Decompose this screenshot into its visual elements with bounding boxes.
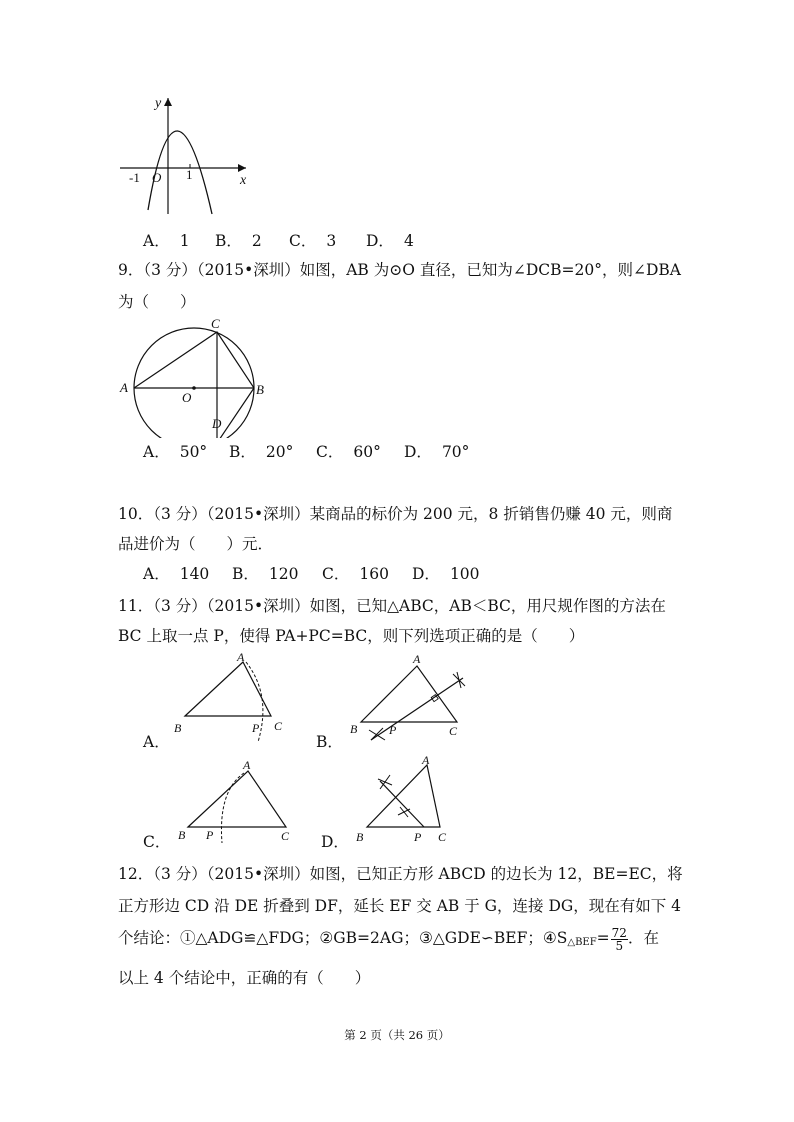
x-axis-arrow [238, 164, 246, 172]
q9-option-a[interactable]: A． 50° [143, 443, 208, 461]
origin-label: O [152, 170, 162, 185]
q9-option-d[interactable]: D． 70° [404, 443, 470, 461]
q9-stem-line1: 9．（3 分）（2015•深圳）如图，AB 为⊙O 直径，已知为∠DCB=20°，则∠DBA [118, 261, 681, 279]
arc-mark-top [453, 672, 465, 688]
q12-stem-line4: 以上 4 个结论中，正确的有（ ） [118, 969, 371, 987]
q9-circle-figure [116, 316, 276, 438]
q8-option-b[interactable]: B． 2 [215, 232, 262, 250]
label-a: A [243, 758, 251, 772]
tick-neg1-label: -1 [129, 170, 140, 185]
q10-option-a[interactable]: A． 140 [143, 565, 210, 583]
q8-option-d[interactable]: D． 4 [366, 232, 414, 250]
q10-option-c[interactable]: C． 160 [322, 565, 389, 583]
segments-acb [134, 332, 254, 388]
perpendicular-bisector [380, 781, 424, 827]
q12-stem-line2: 正方形边 CD 沿 DE 折叠到 DF，延长 EF 交 AB 于 G，连接 DG，现在有如下 4 [118, 897, 682, 915]
y-axis-label: y [155, 96, 162, 111]
label-c: C [211, 316, 220, 331]
q11-figure-d [350, 755, 470, 851]
center-dot [192, 386, 196, 390]
q11-figure-a [170, 650, 300, 746]
label-a: A [237, 650, 245, 664]
q10-stem-line1: 10．（3 分）（2015•深圳）某商品的标价为 200 元，8 折销售仍赚 40 元，则商 [118, 505, 673, 523]
q9-stem-line2: 为（ ） [118, 293, 196, 311]
q8-option-c[interactable]: C． 3 [289, 232, 337, 250]
q10-option-b[interactable]: B． 120 [232, 565, 299, 583]
arc-mark-bottom [369, 728, 385, 740]
q8-parabola-graph [112, 92, 252, 220]
triangle-abc [185, 662, 271, 716]
label-c: C [274, 719, 283, 733]
q8-option-a[interactable]: A． 1 [143, 232, 190, 250]
q9-option-b[interactable]: B． 20° [229, 443, 294, 461]
label-b: B [356, 830, 364, 844]
q10-stem-line2: 品进价为（ ）元． [118, 535, 274, 553]
q11-option-c[interactable]: C． [143, 833, 171, 851]
tick-1-label: 1 [186, 167, 193, 182]
q12-stem-line1: 12．（3 分）（2015•深圳）如图，已知正方形 ABCD 的边长为 12，BE=EC，将 [118, 865, 683, 883]
label-a: A [413, 652, 421, 666]
q9-option-c[interactable]: C． 60° [316, 443, 381, 461]
label-c: C [438, 830, 447, 844]
segments-cdb [217, 332, 254, 438]
circle-o [134, 328, 254, 438]
q11-stem-line2: BC 上取一点 P，使得 PA+PC=BC，则下列选项正确的是（ ） [118, 627, 585, 645]
page-footer: 第 2 页（共 26 页） [344, 1028, 450, 1042]
label-c: C [281, 829, 290, 843]
label-d: D [212, 416, 222, 431]
q12-stem-line3: 个结论：①△ADG≌△FDG；②GB=2AG；③△GDE∽BEF；$④S_{\triangle BEF}=$ $\frac{72}{5}$ ．在 [118, 925, 659, 953]
q11-figure-c [170, 755, 300, 851]
q10-option-d[interactable]: D． 100 [412, 565, 480, 583]
q11-figure-b [345, 650, 485, 746]
label-p: P [389, 723, 397, 737]
triangle-abc [361, 666, 457, 722]
label-p: P [414, 830, 422, 844]
construction-arc [221, 773, 244, 843]
q11-option-b[interactable]: B． [316, 733, 343, 751]
label-b: B [178, 828, 186, 842]
label-a: A [422, 755, 430, 767]
label-b: B [350, 722, 358, 736]
triangle-abc [367, 765, 440, 827]
arc-mark-bottom [398, 807, 410, 817]
q11-option-a[interactable]: A． [143, 733, 170, 751]
label-b: B [174, 721, 182, 735]
label-p: P [206, 828, 214, 842]
x-axis-label: x [240, 173, 247, 188]
label-a: A [120, 380, 128, 395]
label-b: B [256, 382, 264, 397]
q11-stem-line1: 11．（3 分）（2015•深圳）如图，已知△ABC，AB＜BC，用尺规作图的方法在 [118, 597, 666, 615]
label-o: O [182, 390, 192, 405]
fraction-72-over-5: $\frac{72}{5}$ [611, 925, 627, 953]
label-p: P [252, 721, 260, 735]
q11-option-d[interactable]: D． [321, 833, 349, 851]
label-c: C [449, 724, 458, 738]
triangle-abc [188, 771, 286, 827]
y-axis-arrow [164, 98, 172, 106]
